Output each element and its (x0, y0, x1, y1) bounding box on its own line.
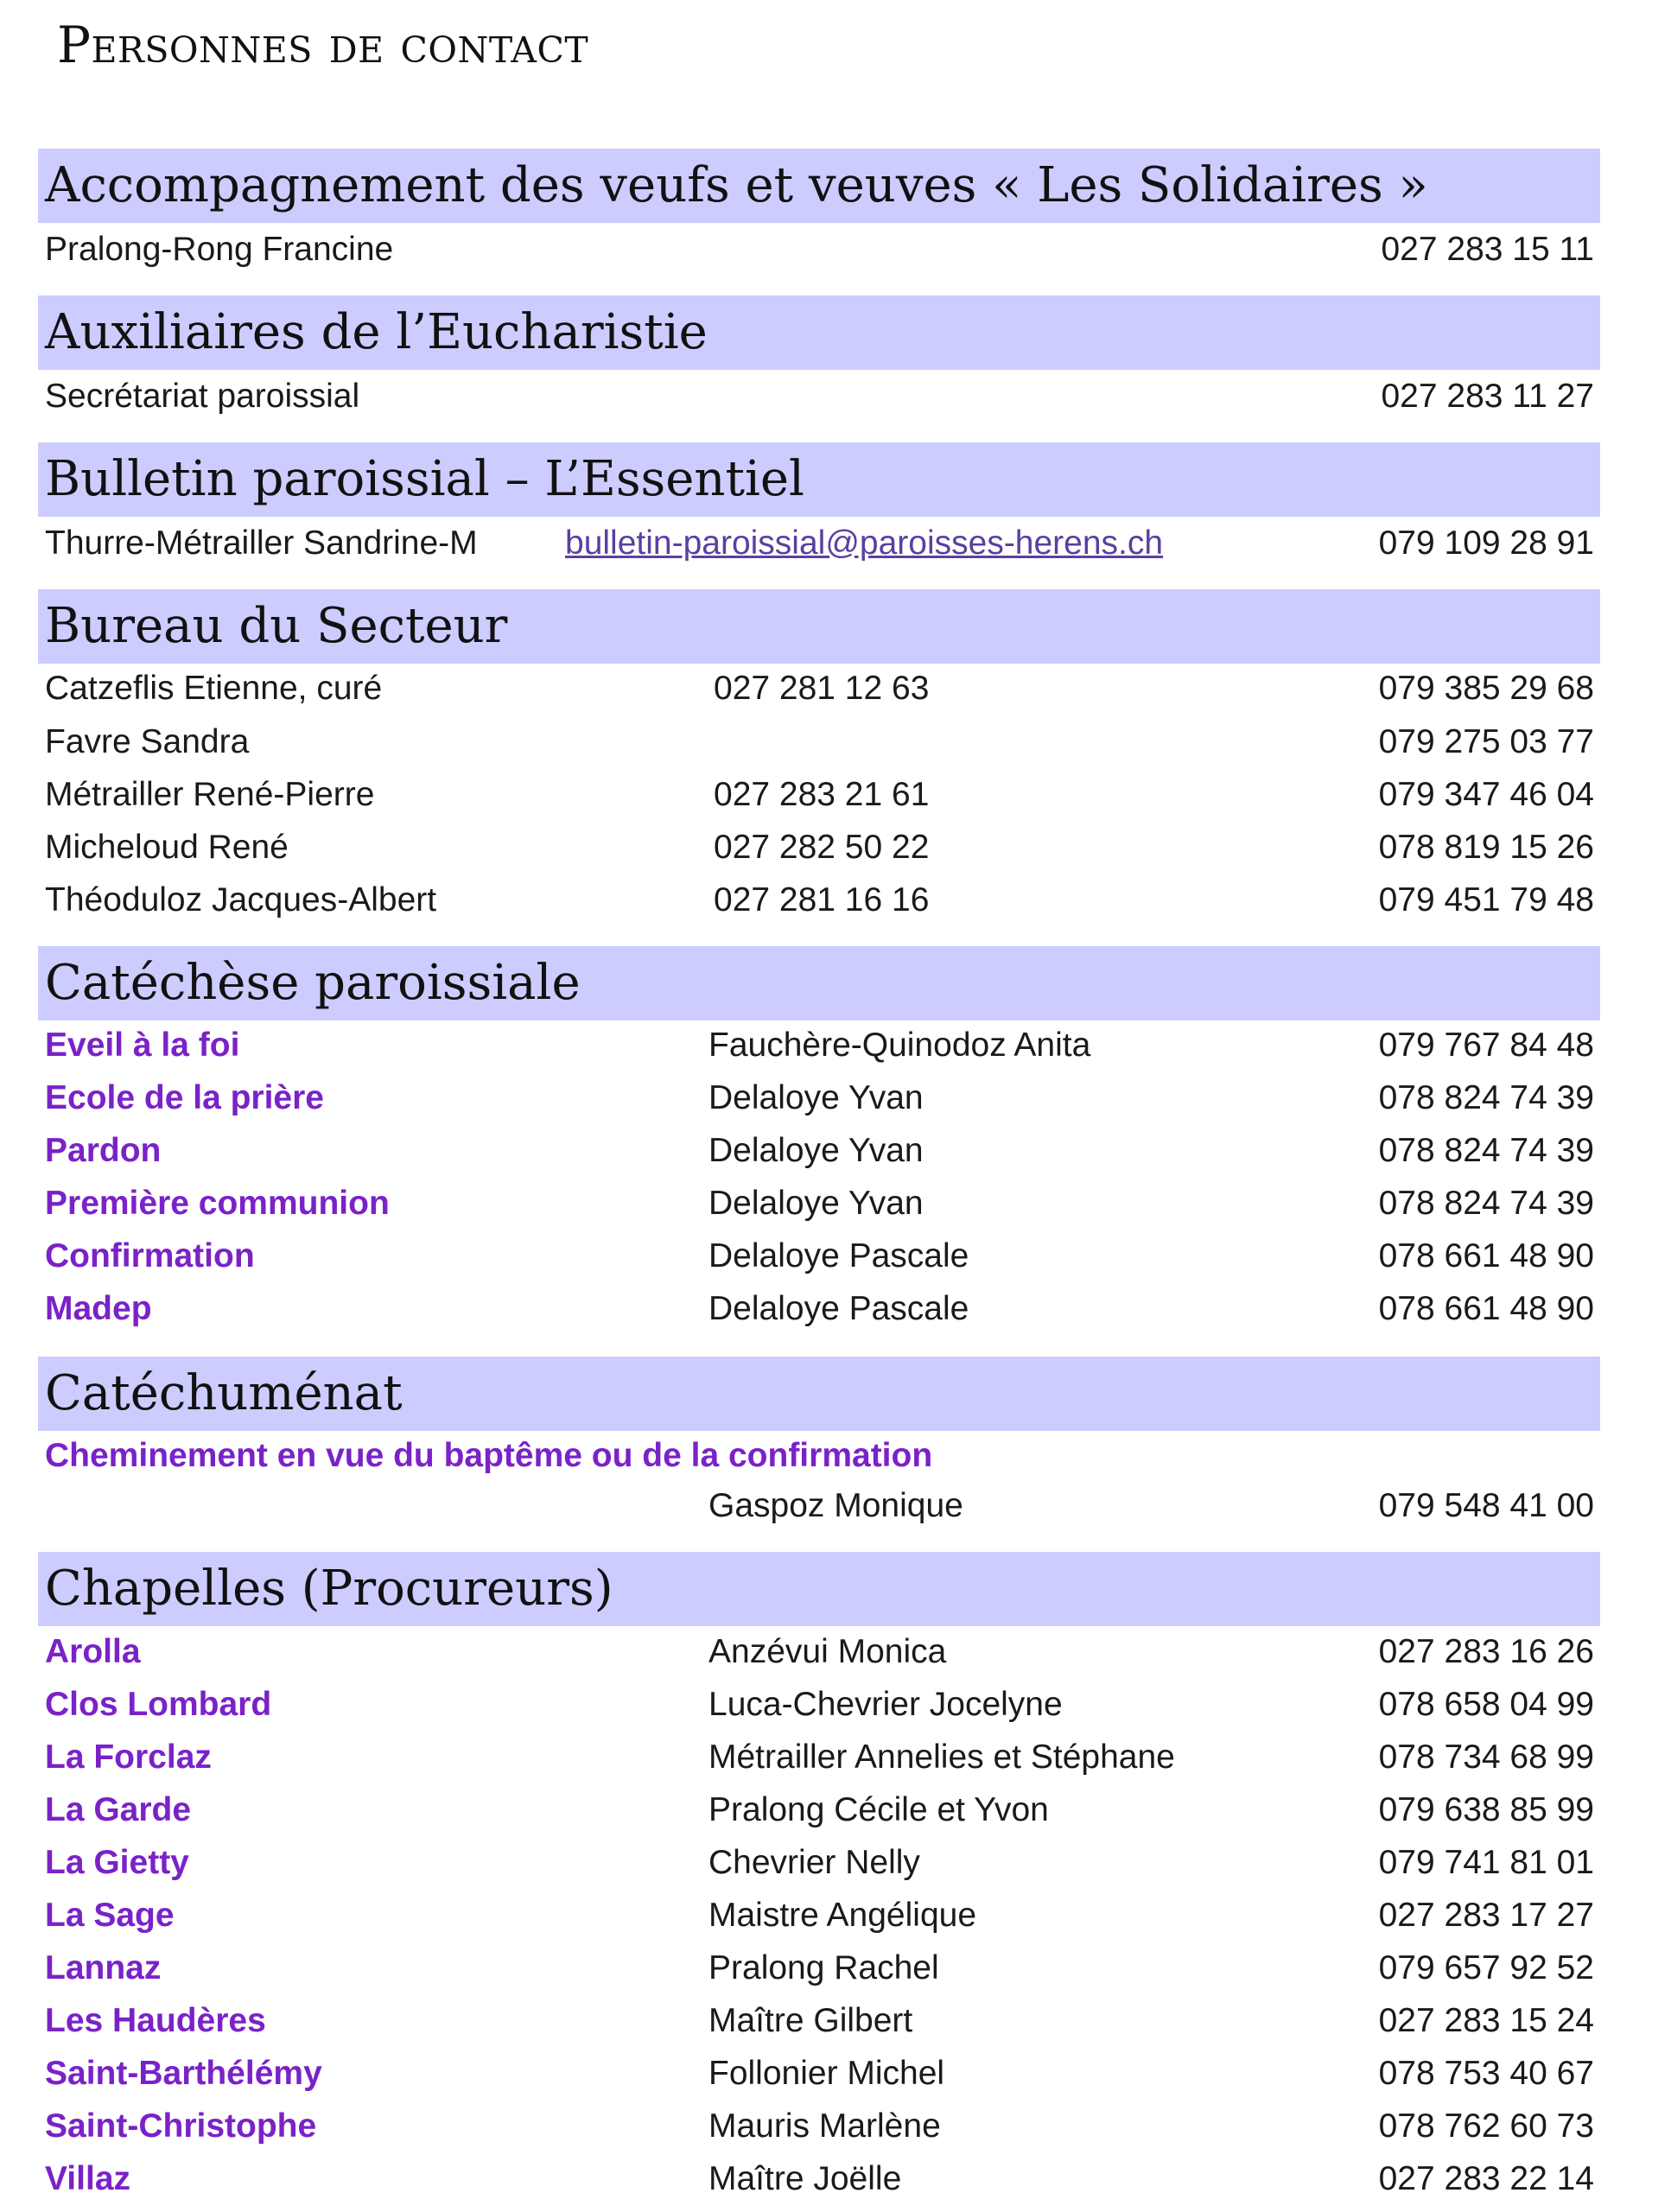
contact-name: Delaloye Yvan (708, 1185, 924, 1222)
chapel-place: Saint-Christophe (45, 2107, 317, 2145)
page-title: Personnes de contact (57, 16, 589, 74)
contact-row (0, 662, 1671, 715)
contact-phone-fixed: 027 282 50 22 (714, 829, 930, 866)
contact-name: Métrailler René-Pierre (45, 776, 375, 813)
contact-name: Pralong-Rong Francine (45, 231, 394, 268)
bulletin-email-link[interactable]: bulletin-paroissial@paroisses-herens.ch (565, 524, 1164, 562)
contact-name: Maître Joëlle (708, 2160, 902, 2197)
contact-row (0, 1019, 1671, 1072)
contact-name: Luca-Chevrier Jocelyne (708, 1686, 1063, 1723)
contact-row (0, 821, 1671, 874)
contact-phone: 078 824 74 39 (1378, 1185, 1594, 1222)
contact-phone: 079 741 81 01 (1378, 1844, 1594, 1881)
activity-label: Confirmation (45, 1237, 255, 1274)
contact-row (0, 768, 1671, 822)
contact-row (0, 715, 1671, 769)
activity-label: Pardon (45, 1132, 162, 1169)
contact-phone: 079 657 92 52 (1378, 1949, 1594, 1986)
contact-row (0, 2100, 1671, 2153)
contact-phone: 079 548 41 00 (1378, 1487, 1594, 1524)
contact-name: Fauchère-Quinodoz Anita (708, 1027, 1091, 1064)
contact-phone: 078 658 04 99 (1378, 1686, 1594, 1723)
contact-phone: 078 661 48 90 (1378, 1290, 1594, 1327)
activity-label: Ecole de la prière (45, 1079, 324, 1116)
section-header-catechese: Catéchèse paroissiale (38, 946, 1600, 1020)
contact-phone: 079 638 85 99 (1378, 1791, 1594, 1828)
contact-row (0, 874, 1671, 927)
contact-phone: 078 762 60 73 (1378, 2107, 1594, 2145)
chapel-place: La Garde (45, 1791, 192, 1828)
contact-phone-fixed: 027 283 21 61 (714, 776, 930, 813)
contact-row (0, 1889, 1671, 1942)
contact-phone: 027 283 15 11 (1381, 231, 1594, 268)
contact-phone: 027 283 15 24 (1378, 2002, 1594, 2039)
section-header-chapelles: Chapelles (Procureurs) (38, 1552, 1600, 1626)
contact-row (0, 1942, 1671, 1995)
contact-phone: 078 661 48 90 (1378, 1237, 1594, 1274)
section-header-eucharistie: Auxiliaires de l’Eucharistie (38, 296, 1600, 370)
contact-row (0, 370, 1671, 423)
contact-name: Mauris Marlène (708, 2107, 941, 2145)
contact-row (0, 1124, 1671, 1178)
chapel-place: Arolla (45, 1633, 141, 1670)
contact-phone: 027 283 17 27 (1378, 1897, 1594, 1934)
contact-phone-mobile: 079 275 03 77 (1378, 723, 1594, 760)
contact-name: Micheloud René (45, 829, 289, 866)
contact-name: Follonier Michel (708, 2055, 945, 2092)
chapel-place: La Forclaz (45, 1738, 212, 1776)
contact-row (0, 1479, 1671, 1533)
contact-phone: 078 824 74 39 (1378, 1132, 1594, 1169)
section-subtitle: Cheminement en vue du baptême ou de la confirmation (45, 1437, 933, 1474)
chapel-place: La Sage (45, 1897, 175, 1934)
contact-phone-fixed: 027 281 16 16 (714, 881, 930, 918)
contact-phone: 078 753 40 67 (1378, 2055, 1594, 2092)
contact-row (0, 517, 1671, 570)
contact-name: Pralong Rachel (708, 1949, 939, 1986)
chapel-place: Les Haudères (45, 2002, 266, 2039)
contact-phone: 079 767 84 48 (1378, 1027, 1594, 1064)
contact-row (0, 1731, 1671, 1784)
chapel-place: La Gietty (45, 1844, 189, 1881)
contact-row (0, 1071, 1671, 1125)
contact-phone: 027 283 16 26 (1378, 1633, 1594, 1670)
chapel-place: Clos Lombard (45, 1686, 272, 1723)
contact-name: Maistre Angélique (708, 1897, 977, 1934)
contact-phone: 027 283 11 27 (1381, 378, 1594, 415)
contact-row (0, 1678, 1671, 1732)
section-header-bureau: Bureau du Secteur (38, 589, 1600, 664)
contact-name: Théoduloz Jacques-Albert (45, 881, 437, 918)
contact-name: Maître Gilbert (708, 2002, 913, 2039)
contact-row (0, 2047, 1671, 2101)
contact-name: Delaloye Pascale (708, 1237, 969, 1274)
contact-name: Gaspoz Monique (708, 1487, 963, 1524)
contact-phone-fixed: 027 281 12 63 (714, 670, 930, 707)
activity-label: Eveil à la foi (45, 1027, 240, 1064)
contact-phone: 078 824 74 39 (1378, 1079, 1594, 1116)
contact-row (0, 1230, 1671, 1283)
activity-label: Première communion (45, 1185, 390, 1222)
contact-phone-mobile: 079 347 46 04 (1378, 776, 1594, 813)
contact-phone-mobile: 079 385 29 68 (1378, 670, 1594, 707)
chapel-place: Saint-Barthélémy (45, 2055, 322, 2092)
contact-row (0, 1836, 1671, 1890)
contact-name: Delaloye Yvan (708, 1132, 924, 1169)
chapel-place: Villaz (45, 2160, 131, 2197)
contact-phone: 078 734 68 99 (1378, 1738, 1594, 1776)
contact-row (0, 1625, 1671, 1679)
contact-phone-mobile: 078 819 15 26 (1378, 829, 1594, 866)
contact-name: Anzévui Monica (708, 1633, 947, 1670)
contact-phone: 079 109 28 91 (1378, 524, 1594, 562)
chapel-place: Lannaz (45, 1949, 162, 1986)
section-header-solidaires: Accompagnement des veufs et veuves « Les Solidaires » (38, 149, 1600, 223)
contact-phone-mobile: 079 451 79 48 (1378, 881, 1594, 918)
contact-name: Métrailler Annelies et Stéphane (708, 1738, 1175, 1776)
contact-phone: 027 283 22 14 (1378, 2160, 1594, 2197)
contact-name: Pralong Cécile et Yvon (708, 1791, 1049, 1828)
contact-row (0, 2152, 1671, 2206)
activity-label: Madep (45, 1290, 152, 1327)
section-header-catechumenat: Catéchuménat (38, 1357, 1600, 1431)
contact-row (0, 223, 1671, 276)
contact-name: Delaloye Pascale (708, 1290, 969, 1327)
contact-row (0, 1783, 1671, 1837)
contact-name: Secrétariat paroissial (45, 378, 360, 415)
contact-row (0, 1282, 1671, 1336)
contact-name: Favre Sandra (45, 723, 250, 760)
contact-name: Catzeflis Etienne, curé (45, 670, 383, 707)
contact-row (0, 1994, 1671, 2048)
contact-name: Thurre-Métrailler Sandrine-M (45, 524, 478, 562)
contact-name: Delaloye Yvan (708, 1079, 924, 1116)
contact-name: Chevrier Nelly (708, 1844, 920, 1881)
contact-row (0, 1177, 1671, 1230)
section-header-bulletin: Bulletin paroissial – L’Essentiel (38, 442, 1600, 517)
